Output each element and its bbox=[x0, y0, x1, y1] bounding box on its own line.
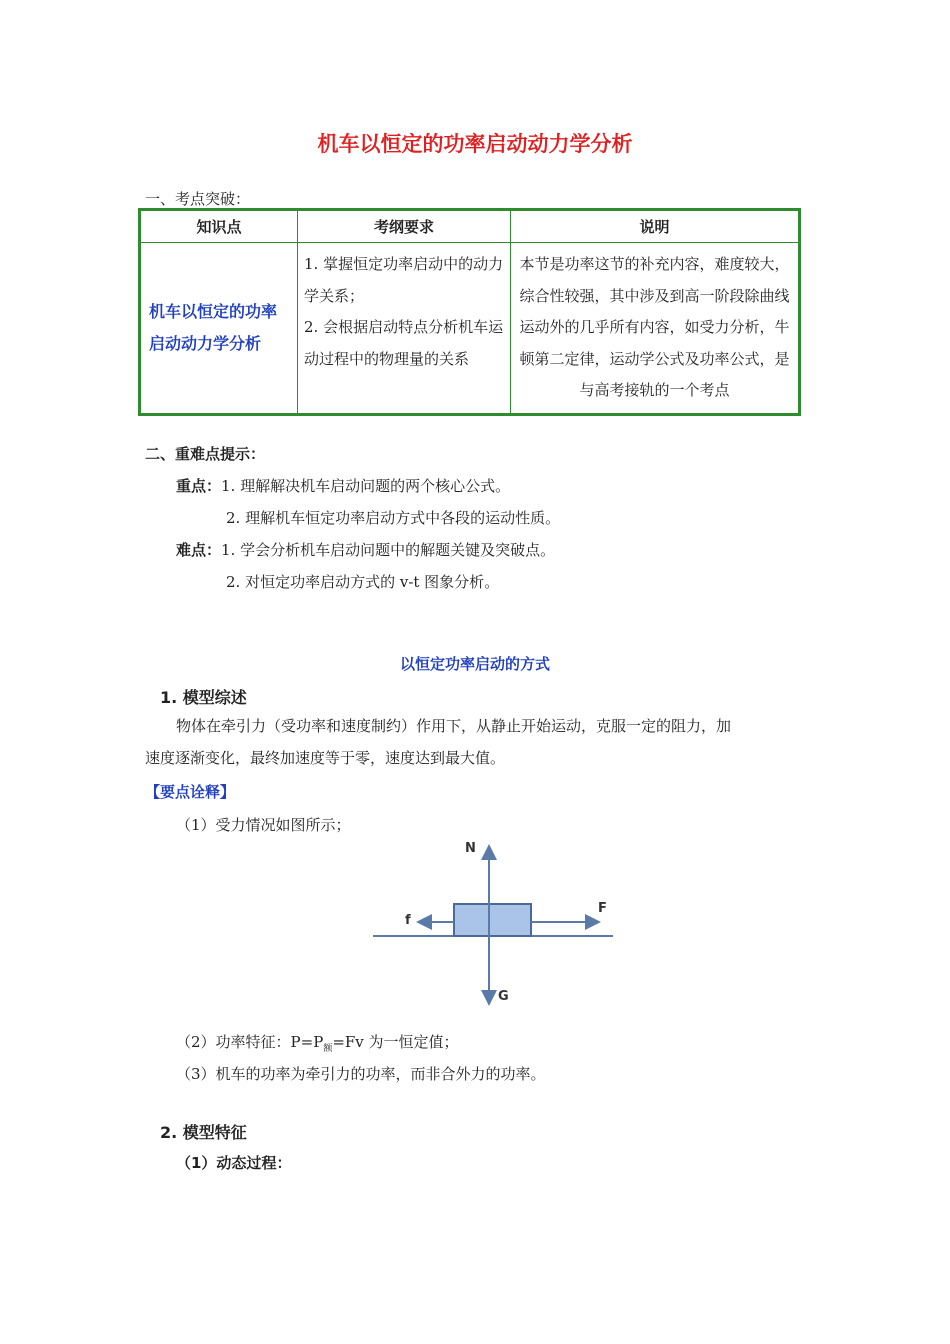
diff-label: 难点： bbox=[176, 541, 222, 559]
label-N: N bbox=[465, 841, 476, 856]
subheading: 以恒定功率启动的方式 bbox=[399, 655, 550, 673]
label-F: F bbox=[598, 901, 607, 916]
table-header-row bbox=[140, 210, 800, 243]
model2-heading: 2. 模型特征 bbox=[160, 1123, 247, 1142]
diff-point-1-text: 1. 学会分析机车启动问题中的解题关键及突破点。 bbox=[221, 541, 556, 559]
key-point-1 bbox=[176, 475, 510, 496]
item-3: （3）机车的功率为牵引力的功率，而非合外力的功率。 bbox=[176, 1065, 546, 1083]
label-G: G bbox=[498, 989, 509, 1004]
note-cell: 本节是功率这节的补充内容，难度较大，综合性较强，其中涉及到高一阶段除曲线运动外的几乎所有内容，如受力分析，牛顿第二定律，运动学公式及功率公式，是与高考接轨的一个考点 bbox=[511, 243, 800, 415]
force-diagram bbox=[365, 836, 625, 1008]
table-row bbox=[140, 243, 800, 415]
topic-cell: 机车以恒定的功率启动动力学分析 bbox=[140, 243, 298, 415]
key-label: 重点： bbox=[176, 477, 222, 495]
requirement-cell bbox=[298, 243, 511, 415]
key-point-2: 2. 理解机车恒定功率启动方式中各段的运动性质。 bbox=[226, 509, 561, 527]
block bbox=[454, 904, 531, 936]
knowledge-table bbox=[138, 208, 801, 416]
section2-heading: 二、重难点提示： bbox=[145, 445, 266, 463]
header-topic: 知识点 bbox=[140, 210, 298, 243]
diff-point-2: 2. 对恒定功率启动方式的 v-t 图象分析。 bbox=[226, 573, 500, 591]
item-1: （1）受力情况如图所示； bbox=[176, 816, 351, 834]
item-2-sub: 额 bbox=[323, 1044, 333, 1054]
header-note: 说明 bbox=[511, 210, 800, 243]
diff-point-1 bbox=[176, 539, 555, 560]
item-2-prefix: （2）功率特征：P=P bbox=[176, 1033, 324, 1051]
section1-heading: 一、考点突破： bbox=[145, 190, 251, 208]
key-point-1-text: 1. 理解解决机车启动问题的两个核心公式。 bbox=[221, 477, 511, 495]
requirement-1: 1. 掌握恒定功率启动中的动力学关系； bbox=[304, 255, 504, 305]
model1-heading: 1. 模型综述 bbox=[160, 688, 247, 707]
page-title: 机车以恒定的功率启动动力学分析 bbox=[317, 132, 633, 156]
item-2 bbox=[176, 1031, 459, 1054]
header-requirement: 考纲要求 bbox=[298, 210, 511, 243]
item-2-suffix: =Fv 为一恒定值； bbox=[332, 1033, 459, 1051]
model2-sub: （1）动态过程： bbox=[176, 1154, 292, 1172]
requirement-2: 2. 会根据启动特点分析机车运动过程中的物理量的关系 bbox=[304, 318, 504, 368]
key-tag: 【要点诠释】 bbox=[145, 783, 236, 801]
label-f: f bbox=[405, 913, 411, 928]
model1-text-line1: 物体在牵引力（受功率和速度制约）作用下，从静止开始运动，克服一定的阻力，加 bbox=[176, 717, 732, 735]
model1-text-line2: 速度逐渐变化，最终加速度等于零，速度达到最大值。 bbox=[145, 749, 506, 767]
